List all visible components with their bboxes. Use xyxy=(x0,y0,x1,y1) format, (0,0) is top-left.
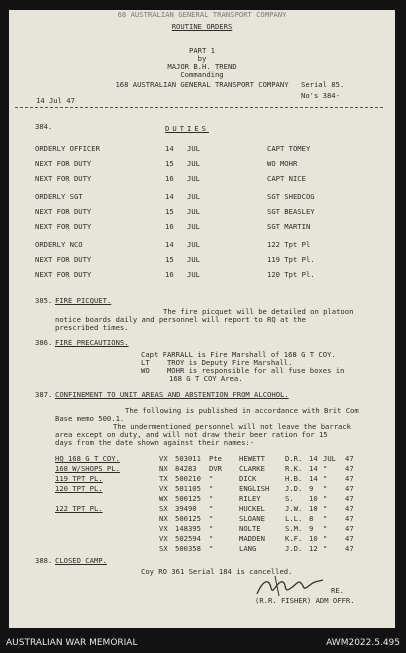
person-year: 47 xyxy=(345,524,354,533)
header-rule xyxy=(15,107,383,108)
duty-role: ORDERLY OFFICER xyxy=(35,144,100,153)
person-number: 148395 xyxy=(175,524,201,533)
person-initials: S. xyxy=(285,494,294,503)
confinement-line-1: The following is published in accordance with Brit Com xyxy=(125,406,359,415)
unit-label: 119 TPT PL. xyxy=(55,474,103,483)
duty-role: NEXT FOR DUTY xyxy=(35,222,92,231)
footer-left-credit: AUSTRALIAN WAR MEMORIAL xyxy=(6,638,138,648)
unit-label: HQ 168 G T COY. xyxy=(55,454,120,463)
duty-role: ORDERLY SGT xyxy=(35,192,83,201)
person-name: SLOANE xyxy=(239,514,265,523)
duty-day: 14 xyxy=(165,144,174,153)
unit-label: 120 TPT PL. xyxy=(55,484,103,493)
person-day: 8 xyxy=(309,514,314,523)
document-page xyxy=(9,10,395,628)
duty-month: JUL xyxy=(187,222,200,231)
person-day: 12 xyxy=(309,544,318,553)
commanding-label: Commanding xyxy=(180,70,224,79)
fire-picquet-heading: FIRE PICQUET. xyxy=(55,296,112,305)
duty-day: 14 xyxy=(165,240,174,249)
person-year: 47 xyxy=(345,514,354,523)
duty-name: 120 Tpt Pl. xyxy=(267,270,315,279)
person-name: NOLTE xyxy=(239,524,261,533)
person-number: 84283 xyxy=(175,464,197,473)
section-388-number: 388. xyxy=(35,556,53,565)
fire-picquet-line-3: prescribed times. xyxy=(55,323,129,332)
person-name: MADDEN xyxy=(239,534,265,543)
person-initials: K.F. xyxy=(285,534,303,543)
person-initials: R.K. xyxy=(285,464,303,473)
closed-camp-line-1: Coy RO 361 Serial 184 is cancelled. xyxy=(141,567,293,576)
person-prefix: SX xyxy=(159,504,168,513)
duty-day: 15 xyxy=(165,159,174,168)
person-name: HUCKEL xyxy=(239,504,265,513)
unit-label: 122 TPT PL. xyxy=(55,504,103,513)
serial-number: Serial 85. xyxy=(301,80,345,89)
duty-role: ORDERLY NCO xyxy=(35,240,83,249)
fire-precautions-line-4: 168 G T COY Area. xyxy=(169,374,243,383)
signature-suffix: RE. xyxy=(331,586,344,595)
person-prefix: VX xyxy=(159,534,168,543)
person-initials: D.R. xyxy=(285,454,303,463)
person-month: " xyxy=(323,514,328,523)
person-year: 47 xyxy=(345,494,354,503)
person-prefix: VX xyxy=(159,484,168,493)
footer-bar xyxy=(0,632,406,653)
duty-name: SGT BEASLEY xyxy=(267,207,315,216)
person-month: " xyxy=(323,524,328,533)
person-initials: J.D. xyxy=(285,484,303,493)
duty-name: CAPT TOMEY xyxy=(267,144,311,153)
person-number: 500210 xyxy=(175,474,201,483)
person-day: 9 xyxy=(309,484,314,493)
person-month: " xyxy=(323,494,328,503)
person-prefix: VX xyxy=(159,454,168,463)
person-number: 500358 xyxy=(175,544,201,553)
faint-top-line: 68 AUSTRALIAN GENERAL TRANSPORT COMPANY xyxy=(117,10,287,19)
fire-precautions-line-2: LT TROY is Deputy Fire Marshall. xyxy=(141,358,293,367)
fire-precautions-line-3: WO MOHR is responsible for all fuse boxes in xyxy=(141,366,345,375)
by-label: by xyxy=(197,54,207,63)
duty-month: JUL xyxy=(187,207,200,216)
confinement-line-2: Base memo 500.1. xyxy=(55,414,125,423)
duty-day: 16 xyxy=(165,222,174,231)
duty-month: JUL xyxy=(187,240,200,249)
footer-accession-number: AWM2022.5.495 xyxy=(326,638,400,648)
duty-role: NEXT FOR DUTY xyxy=(35,159,92,168)
person-year: 47 xyxy=(345,484,354,493)
person-month: " xyxy=(323,474,328,483)
fire-precautions-line-1: Capt FARRALL is Fire Marshall of 168 G T COY. xyxy=(141,350,336,359)
duty-month: JUL xyxy=(187,159,200,168)
person-day: 9 xyxy=(309,524,314,533)
person-day: 14 xyxy=(309,464,318,473)
person-day: 10 xyxy=(309,494,318,503)
order-numbers: No's 384- xyxy=(301,91,340,100)
section-387-number: 387. xyxy=(35,390,53,399)
duty-day: 15 xyxy=(165,255,174,264)
person-month: JUL xyxy=(323,454,336,463)
person-month: " xyxy=(323,544,328,553)
person-year: 47 xyxy=(345,474,354,483)
duty-name: CAPT NICE xyxy=(267,174,306,183)
document-date: 14 Jul 47 xyxy=(36,96,75,105)
person-rank: " xyxy=(209,484,214,493)
commander-name: MAJOR B.H. TREND xyxy=(167,62,237,71)
duty-role: NEXT FOR DUTY xyxy=(35,270,92,279)
person-prefix: SX xyxy=(159,544,168,553)
duty-month: JUL xyxy=(187,144,200,153)
duty-name: 119 Tpt Pl. xyxy=(267,255,315,264)
person-prefix: VX xyxy=(159,524,168,533)
duty-role: NEXT FOR DUTY xyxy=(35,174,92,183)
duty-name: SGT MARTIN xyxy=(267,222,311,231)
person-day: 14 xyxy=(309,454,318,463)
person-day: 10 xyxy=(309,534,318,543)
duty-day: 14 xyxy=(165,192,174,201)
unit-name: 168 AUSTRALIAN GENERAL TRANSPORT COMPANY xyxy=(115,80,289,89)
person-month: " xyxy=(323,484,328,493)
person-name: ENGLISH xyxy=(239,484,270,493)
person-month: " xyxy=(323,504,328,513)
person-name: DICK xyxy=(239,474,257,483)
duty-name: WO MOHR xyxy=(267,159,298,168)
person-number: 503011 xyxy=(175,454,201,463)
fire-picquet-line-2: notice boards daily and personnel will report to RQ at the xyxy=(55,315,306,324)
person-number: 502594 xyxy=(175,534,201,543)
duty-day: 16 xyxy=(165,270,174,279)
person-initials: L.L. xyxy=(285,514,303,523)
routine-orders-title: ROUTINE ORDERS xyxy=(171,22,233,31)
confinement-line-4: area except on duty, and will not draw their beer ration for 15 xyxy=(55,430,328,439)
person-initials: S.M. xyxy=(285,524,303,533)
person-rank: " xyxy=(209,504,214,513)
duty-month: JUL xyxy=(187,270,200,279)
duty-day: 15 xyxy=(165,207,174,216)
confinement-line-3: The undermentioned personnel will not leave the barrack xyxy=(113,422,351,431)
duty-month: JUL xyxy=(187,255,200,264)
person-rank: " xyxy=(209,514,214,523)
person-rank: Pte xyxy=(209,454,222,463)
duty-role: NEXT FOR DUTY xyxy=(35,207,92,216)
section-384-number: 384. xyxy=(35,122,53,131)
person-day: 14 xyxy=(309,474,318,483)
person-year: 47 xyxy=(345,544,354,553)
section-386-number: 386. xyxy=(35,338,53,347)
person-month: " xyxy=(323,464,328,473)
section-385-number: 385. xyxy=(35,296,53,305)
person-day: 10 xyxy=(309,504,318,513)
person-year: 47 xyxy=(345,534,354,543)
person-number: 500125 xyxy=(175,494,201,503)
unit-label: 168 W/SHOPS PL. xyxy=(55,464,120,473)
duty-name: SGT SHEDCOG xyxy=(267,192,315,201)
duty-day: 16 xyxy=(165,174,174,183)
person-rank: " xyxy=(209,544,214,553)
person-number: 39490 xyxy=(175,504,197,513)
person-rank: " xyxy=(209,474,214,483)
part-label: PART 1 xyxy=(189,46,215,55)
duty-role: NEXT FOR DUTY xyxy=(35,255,92,264)
person-prefix: NX xyxy=(159,464,168,473)
duty-name: 122 Tpt Pl xyxy=(267,240,311,249)
person-prefix: TX xyxy=(159,474,168,483)
person-rank: " xyxy=(209,534,214,543)
person-name: HEWETT xyxy=(239,454,265,463)
signatory-name: (R.R. FISHER) ADM OFFR. xyxy=(255,596,355,605)
person-number: 500125 xyxy=(175,514,201,523)
person-name: CLARKE xyxy=(239,464,265,473)
person-rank: DVR xyxy=(209,464,222,473)
fire-picquet-line-1: The fire picquet will be detailed on platoon xyxy=(163,307,354,316)
duty-month: JUL xyxy=(187,174,200,183)
duties-heading: DUTIES xyxy=(165,124,209,133)
person-rank: " xyxy=(209,524,214,533)
person-name: LANG xyxy=(239,544,257,553)
person-initials: J.W. xyxy=(285,504,303,513)
person-year: 47 xyxy=(345,504,354,513)
person-prefix: NX xyxy=(159,514,168,523)
person-initials: H.B. xyxy=(285,474,303,483)
confinement-line-5: days from the date shown against their names:- xyxy=(55,438,255,447)
person-number: 501105 xyxy=(175,484,201,493)
person-prefix: WX xyxy=(159,494,168,503)
person-name: RILEY xyxy=(239,494,261,503)
closed-camp-heading: CLOSED CAMP. xyxy=(55,556,107,565)
person-year: 47 xyxy=(345,454,354,463)
duty-month: JUL xyxy=(187,192,200,201)
person-initials: J.D. xyxy=(285,544,303,553)
confinement-heading: CONFINEMENT TO UNIT AREAS AND ABSTENTION FROM ALCOHOL. xyxy=(55,390,289,399)
fire-precautions-heading: FIRE PRECAUTIONS. xyxy=(55,338,129,347)
person-rank: " xyxy=(209,494,214,503)
person-year: 47 xyxy=(345,464,354,473)
person-month: " xyxy=(323,534,328,543)
